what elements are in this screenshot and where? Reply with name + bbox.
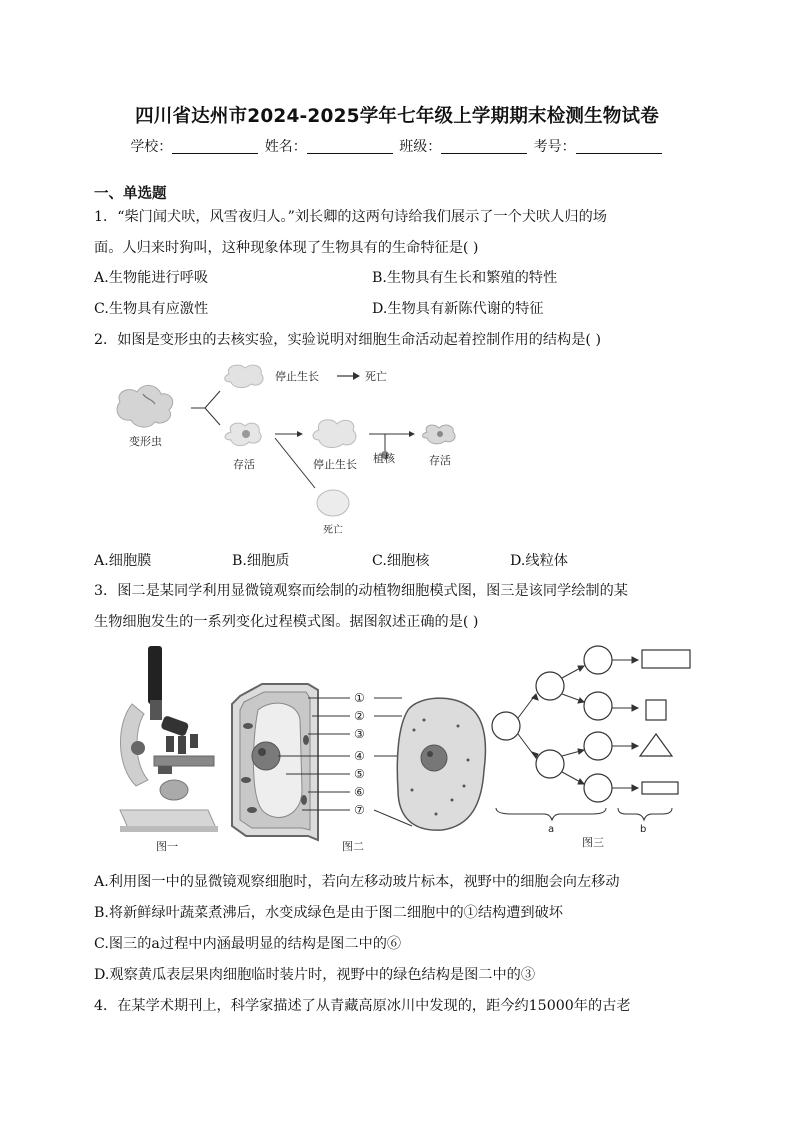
q2-option-a: A.细胞膜 [94,553,152,569]
label-survive-2: 存活 [429,454,451,467]
q1-option-c: C.生物具有应激性 [94,301,209,317]
animal-cell-illustration [397,698,485,830]
q2-option-b: B.细胞质 [232,553,290,569]
label-5: ⑤ [354,767,365,781]
label-7: ⑦ [354,803,365,817]
label-b: b [640,824,647,835]
label-survive-1: 存活 [233,458,255,471]
label-4: ④ [354,749,365,763]
q1-option-a: A.生物能进行呼吸 [94,270,209,286]
q3-stem-line1: 3．图二是某同学利用显微镜观察而绘制的动植物细胞模式图，图三是该同学绘制的某 [94,583,628,599]
plant-cell-illustration [232,684,318,840]
number-blank[interactable] [576,139,662,154]
label-3: ③ [354,727,365,741]
q1-stem-line1: 1．“柴门闻犬吠，风雪夜归人。”刘长卿的这两句诗给我们展示了一个犬吠人归的场 [94,209,607,225]
q3-option-c: C.图三的a过程中内涵最明显的结构是图二中的⑥ [94,936,402,952]
class-blank[interactable] [441,139,527,154]
label-1: ① [354,691,365,705]
label-fig1: 图一 [156,840,178,853]
q2-stem: 2．如图是变形虫的去核实验，实验说明对细胞生命活动起着控制作用的结构是( ) [94,332,601,348]
name-blank[interactable] [307,139,393,154]
amoeba-top-shape [225,365,263,388]
amoeba-figure [105,358,485,543]
label-fig3: 图三 [582,836,604,849]
label-6: ⑥ [354,785,365,799]
q3-option-b: B.将新鲜绿叶蔬菜煮沸后，水变成绿色是由于图二细胞中的①结构遭到破坏 [94,905,563,921]
student-info-row [0,136,794,156]
cell-figures [112,640,702,860]
label-stop-growth-1: 停止生长 [275,370,319,383]
q3-option-a: A.利用图一中的显微镜观察细胞时，若向左移动玻片标本，视野中的细胞会向左移动 [94,874,620,890]
class-label: 班级： [399,139,442,155]
label-die-1: 死亡 [365,370,387,383]
amoeba-dead-shape [317,490,349,516]
number-label: 考号： [533,139,576,155]
cell-process-diagram [492,646,690,802]
school-blank[interactable] [172,139,258,154]
amoeba-stop-shape [313,420,356,448]
label-stop-growth-2: 停止生长 [313,458,357,471]
q4-stem-line1: 4．在某学术期刊上，科学家描述了从青藏高原冰川中发现的，距今约15000年的古老 [94,998,631,1014]
label-fig2: 图二 [342,840,364,853]
process-arrows [518,657,638,791]
school-label: 学校： [130,139,173,155]
name-label: 姓名： [264,139,307,155]
label-a: a [548,824,555,835]
q2-option-c: C.细胞核 [372,553,430,569]
section-heading: 一、单选题 [94,186,167,202]
brackets [496,808,672,820]
exam-title: 四川省达州市2024-2025学年七年级上学期期末检测生物试卷 [135,106,659,127]
q2-option-d: D.线粒体 [510,553,568,569]
label-die-2: 死亡 [323,525,343,536]
q1-stem-line2: 面。人归来时狗叫，这种现象体现了生物具有的生命特征是( ) [94,240,479,256]
q1-option-d: D.生物具有新陈代谢的特征 [372,301,544,317]
q3-stem-line2: 生物细胞发生的一系列变化过程模式图。据图叙述正确的是( ) [94,614,479,630]
q1-option-b: B.生物具有生长和繁殖的特性 [372,270,558,286]
microscope-illustration [120,646,218,832]
label-amoeba: 变形虫 [129,435,162,448]
amoeba-shape [117,385,173,427]
label-2: ② [354,709,365,723]
q3-option-d: D.观察黄瓜表层果肉细胞临时装片时，视野中的绿色结构是图二中的③ [94,967,536,983]
label-implant: 植核 [373,452,395,465]
